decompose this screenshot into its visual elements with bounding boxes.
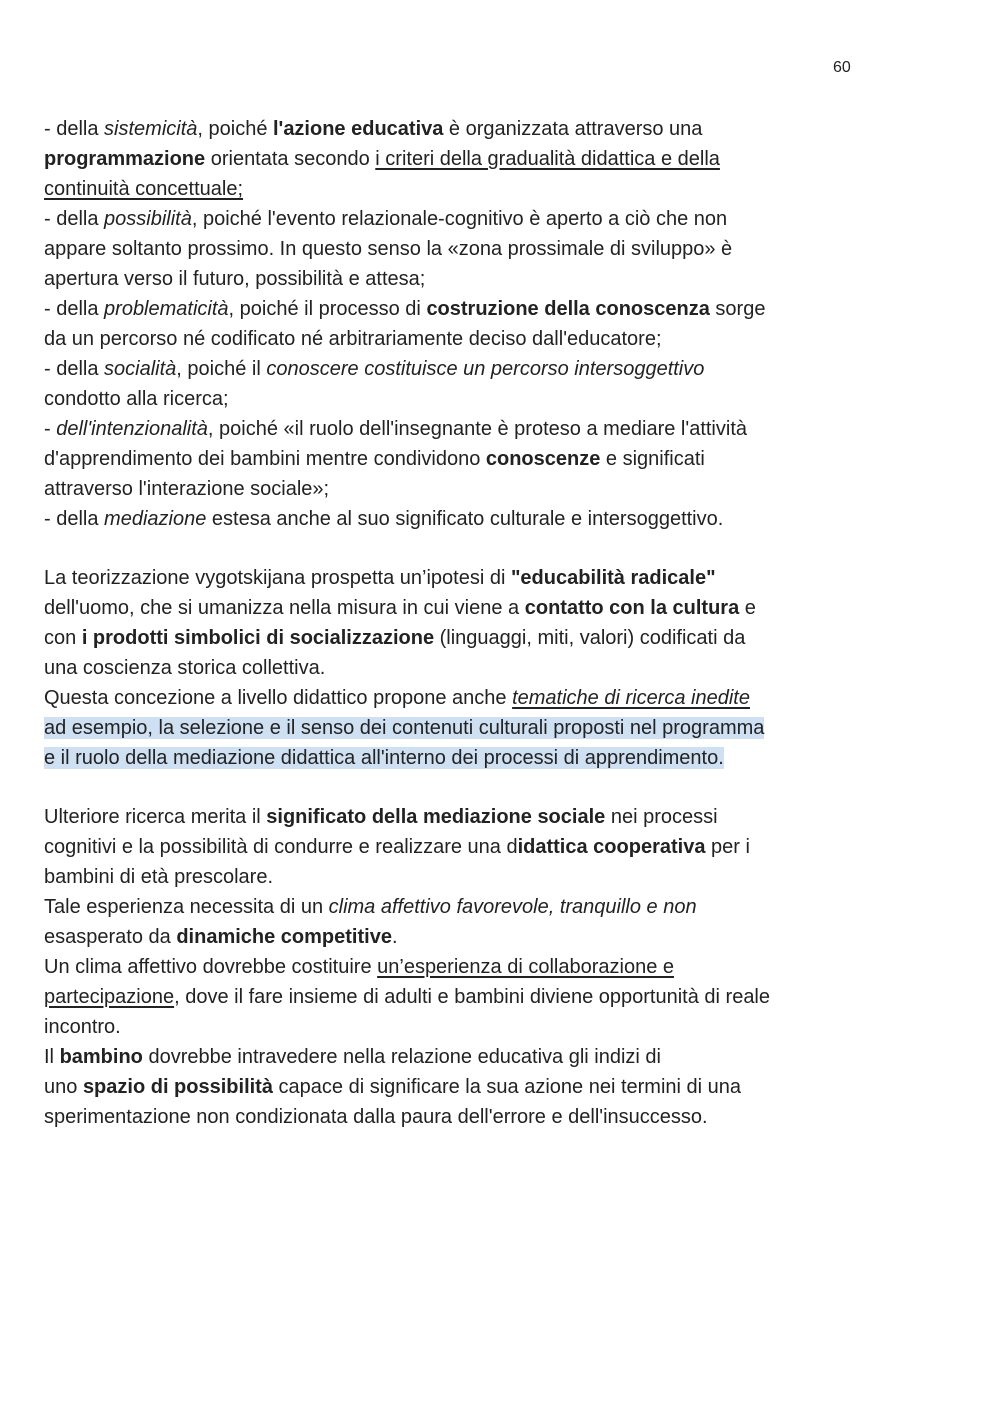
list-line: - della socialità, poiché il conoscere costituisce un percorso intersoggettivo <box>44 358 705 380</box>
list-line: d'apprendimento dei bambini mentre condividono conoscenze e significati <box>44 448 705 470</box>
text-line: Ulteriore ricerca merita il significato della mediazione sociale nei processi <box>44 806 718 828</box>
text-line: Un clima affettivo dovrebbe costituire un’esperienza di collaborazione e <box>44 956 674 978</box>
text-highlight: ad esempio, la selezione e il senso dei contenuti culturali proposti nel programma <box>44 717 765 739</box>
list-line: continuità concettuale; <box>44 178 244 200</box>
paragraph-gap <box>44 534 874 563</box>
list-line: - della problematicità, poiché il processo di costruzione della conoscenza sorge <box>44 298 766 320</box>
list-line: attraverso l'interazione sociale»; <box>44 478 330 500</box>
list-line: condotto alla ricerca; <box>44 388 229 410</box>
text-line: incontro. <box>44 1016 121 1038</box>
list-line: da un percorso né codificato né arbitrariamente deciso dall'educatore; <box>44 328 662 350</box>
list-line: programmazione orientata secondo i criteri della gradualità didattica e della <box>44 148 720 170</box>
list-line: - dell'intenzionalità, poiché «il ruolo dell'insegnante è proteso a mediare l'attività <box>44 418 747 440</box>
text-line: sperimentazione non condizionata dalla paura dell'errore e dell'insuccesso. <box>44 1106 708 1128</box>
list-line: - della mediazione estesa anche al suo significato culturale e intersoggettivo. <box>44 508 724 530</box>
paragraph-mediazione <box>44 802 874 1132</box>
text-line: cognitivi e la possibilità di condurre e realizzare una didattica cooperativa per i <box>44 836 750 858</box>
principles-list <box>44 114 874 534</box>
text-line: Tale esperienza necessita di un clima affettivo favorevole, tranquillo e non <box>44 896 697 918</box>
list-line: - della possibilità, poiché l'evento relazionale-cognitivo è aperto a ciò che non <box>44 208 728 230</box>
text-line: uno spazio di possibilità capace di significare la sua azione nei termini di una <box>44 1076 742 1098</box>
text-highlight: e il ruolo della mediazione didattica all'interno dei processi di apprendimento. <box>44 747 724 769</box>
list-line: appare soltanto prossimo. In questo senso la «zona prossimale di sviluppo» è <box>44 238 733 260</box>
paragraph-gap <box>44 773 874 802</box>
text-line: con i prodotti simbolici di socializzazione (linguaggi, miti, valori) codificati da <box>44 627 746 649</box>
text-line: dell'uomo, che si umanizza nella misura in cui viene a contatto con la cultura e <box>44 597 756 619</box>
highlighted-line <box>44 743 874 773</box>
page-number: 60 <box>833 59 851 76</box>
list-line: apertura verso il futuro, possibilità e attesa; <box>44 268 426 290</box>
text-line: partecipazione, dove il fare insieme di adulti e bambini diviene opportunità di reale <box>44 986 771 1008</box>
text-line: esasperato da dinamiche competitive. <box>44 926 398 948</box>
text-line: bambini di età prescolare. <box>44 866 274 888</box>
text-line: una coscienza storica collettiva. <box>44 657 326 679</box>
paragraph-vygotskij <box>44 563 874 773</box>
text-line: La teorizzazione vygotskijana prospetta un’ipotesi di "educabilità radicale" <box>44 567 716 589</box>
highlighted-line <box>44 713 874 743</box>
text-line: Questa concezione a livello didattico propone anche tematiche di ricerca inedite <box>44 687 750 709</box>
text-line: Il bambino dovrebbe intravedere nella relazione educativa gli indizi di <box>44 1046 662 1068</box>
list-line: - della sistemicità, poiché l'azione educativa è organizzata attraverso una <box>44 118 703 140</box>
body-text <box>44 114 874 1132</box>
